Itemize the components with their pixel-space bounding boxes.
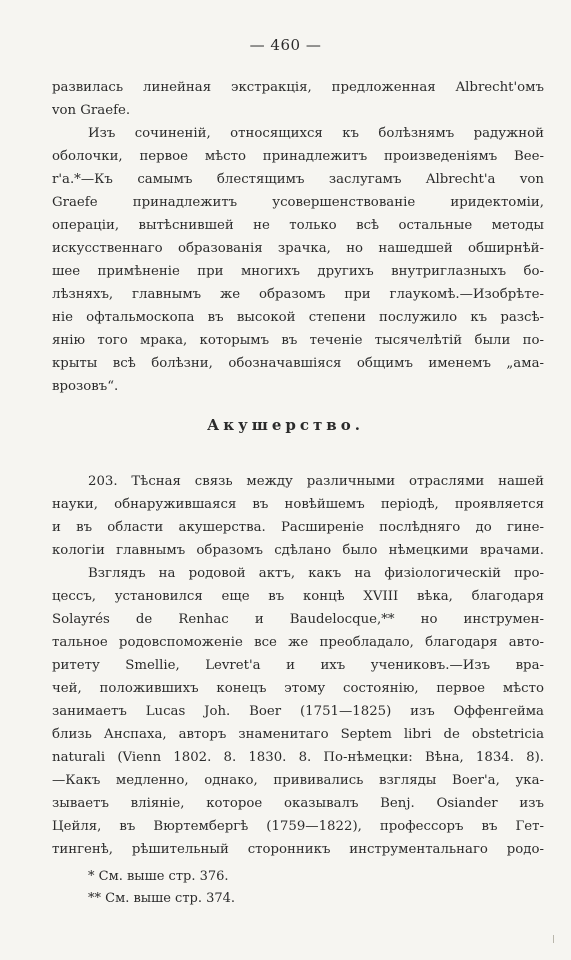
page-number: — 460 —: [249, 36, 322, 54]
text-line: Graefe принадлежитъ усовершенствованіе иридектоміи,: [52, 195, 544, 210]
text-line: кологіи главнымъ образомъ сдѣлано было нѣмецкими врачами.: [52, 543, 544, 558]
text-line: искусственнаго образованія зрачка, но нашедшей обширнѣй-: [52, 241, 544, 256]
page-edge-mark: [553, 935, 559, 943]
text-line: тингенѣ, рѣшительный сторонникъ инструментальнаго родо-: [52, 842, 544, 857]
text-line: тальное родовспоможеніе все же преобладало, благодаря авто-: [52, 635, 544, 650]
text-line: r'a.*—Къ самымъ блестящимъ заслугамъ Albrecht'a von: [52, 172, 544, 187]
paragraph-block-bottom: [52, 470, 544, 861]
text-line: лѣзняхъ, главнымъ же образомъ при глаукомѣ.—Изобрѣте-: [52, 287, 544, 302]
text-line: Изъ сочиненій, относящихся къ болѣзнямъ радужной: [88, 126, 544, 141]
text-line: янію того мрака, которымъ въ теченіе тысячелѣтій были по-: [52, 333, 544, 348]
text-line: науки, обнаружившаяся въ новѣйшемъ періодѣ, проявляется: [52, 497, 544, 512]
text-line: цессъ, установился еще въ концѣ XVIII вѣка, благодаря: [52, 589, 544, 604]
text-line: Взглядъ на родовой актъ, какъ на физіологическій про-: [88, 566, 544, 581]
text-line: naturali (Vienn 1802. 8. 1830. 8. По-нѣмецки: Вѣна, 1834. 8).: [52, 750, 544, 765]
text-line: ритету Smellie, Levret'a и ихъ учениковъ.—Изъ вра-: [52, 658, 544, 673]
section-heading: Акушерство.: [207, 416, 364, 434]
text-line: Solayrés de Renhac и Baudelocque,** но инструмен-: [52, 612, 544, 627]
text-line: оболочки, первое мѣсто принадлежитъ произведеніямъ Bee-: [52, 149, 544, 164]
text-line: крыты всѣ болѣзни, обозначавшіяся общимъ именемъ „ама-: [52, 356, 544, 371]
text-line: шее примѣненіе при многихъ другихъ внутриглазныхъ бо-: [52, 264, 544, 279]
text-line: близь Анспаха, авторъ знаменитаго Septem libri de obstetricia: [52, 727, 544, 742]
footnote: * См. выше стр. 376.: [88, 869, 229, 884]
text-line: Цейля, въ Вюртембергѣ (1759—1822), профессоръ въ Гет-: [52, 819, 544, 834]
text-line: зываетъ вліяніе, которое оказывалъ Benj. Osiander изъ: [52, 796, 544, 811]
text-line: врозовъ“.: [52, 379, 119, 394]
text-line: ніе офтальмоскопа въ высокой степени послужило къ разсѣ-: [52, 310, 544, 325]
text-line: чей, положившихъ конецъ этому состоянію, первое мѣсто: [52, 681, 544, 696]
footnote: ** См. выше стр. 374.: [88, 891, 236, 906]
text-line: занимаетъ Lucas Joh. Boer (1751—1825) изъ Оффенгейма: [52, 704, 544, 719]
text-line: развилась линейная экстракція, предложенная Albrecht'омъ: [52, 80, 544, 95]
text-line: и въ области акушерства. Расширеніе послѣдняго до гине-: [52, 520, 544, 535]
paragraph-block-top: [52, 76, 544, 398]
footnotes: [88, 866, 508, 910]
text-line: операціи, вытѣснившей не только всѣ остальные методы: [52, 218, 544, 233]
text-line: 203. Тѣсная связь между различными отраслями нашей: [88, 474, 544, 489]
text-line: von Graefe.: [52, 103, 131, 118]
text-line: —Какъ медленно, однако, прививались взгляды Boer'a, ука-: [52, 773, 544, 788]
